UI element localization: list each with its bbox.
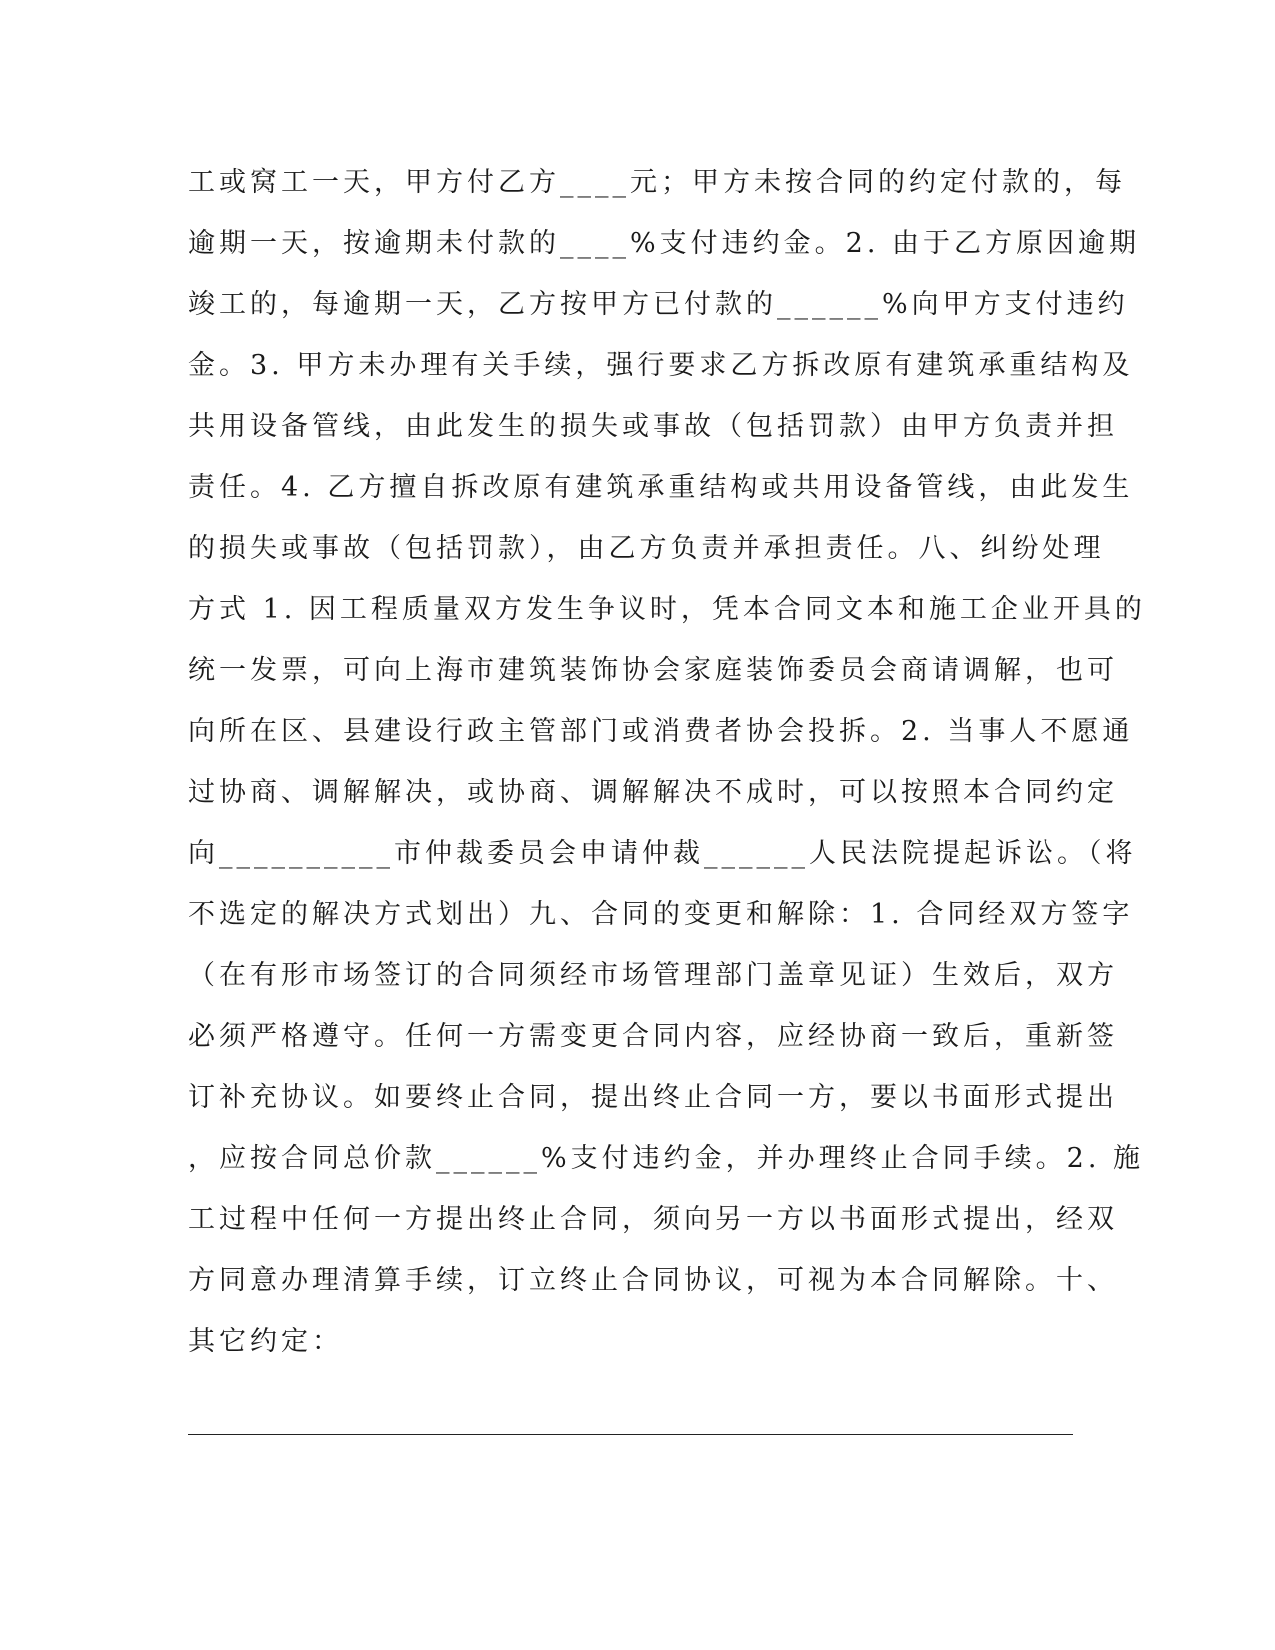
text-line: 责任。4. 乙方擅自拆改原有建筑承重结构或共用设备管线，由此发生 — [188, 472, 1134, 503]
text-line: ，应按合同总价款______%支付违约金，并办理终止合同手续。2. 施 — [188, 1143, 1144, 1174]
text-line: 向所在区、县建设行政主管部门或消费者协会投拆。2. 当事人不愿通 — [188, 716, 1134, 747]
text-line: 方同意办理清算手续，订立终止合同协议，可视为本合同解除。十、 — [188, 1265, 1118, 1296]
text-line: 的损失或事故（包括罚款），由乙方负责并承担责任。八、纠纷处理 — [188, 533, 1105, 564]
text-line: 共用设备管线，由此发生的损失或事故（包括罚款）由甲方负责并担 — [188, 411, 1118, 442]
text-line: 竣工的，每逾期一天，乙方按甲方已付款的______%向甲方支付违约 — [188, 289, 1129, 320]
text-line: 工过程中任何一方提出终止合同，须向另一方以书面形式提出，经双 — [188, 1204, 1118, 1235]
text-line: 必须严格遵守。任何一方需变更合同内容，应经协商一致后，重新签 — [188, 1021, 1118, 1052]
text-line: 订补充协议。如要终止合同，提出终止合同一方，要以书面形式提出 — [188, 1082, 1118, 1113]
text-line: 其它约定： — [188, 1326, 343, 1357]
contract-body — [188, 162, 1146, 1382]
text-line: 工或窝工一天，甲方付乙方____元；甲方未按合同的约定付款的，每 — [188, 167, 1126, 198]
text-line: 向__________市仲裁委员会申请仲裁______人民法院提起诉讼。（将 — [188, 838, 1137, 869]
text-line: 统一发票，可向上海市建筑装饰协会家庭装饰委员会商请调解，也可 — [188, 655, 1118, 686]
text-line: 金。3. 甲方未办理有关手续，强行要求乙方拆改原有建筑承重结构及 — [188, 350, 1134, 381]
text-line: （在有形市场签订的合同须经市场管理部门盖章见证）生效后，双方 — [188, 960, 1118, 991]
text-line: 逾期一天，按逾期未付款的____%支付违约金。2. 由于乙方原因逾期 — [188, 228, 1140, 259]
text-line: 方式 1. 因工程质量双方发生争议时，凭本合同文本和施工企业开具的 — [188, 594, 1146, 625]
text-line: 过协商、调解解决，或协商、调解解决不成时，可以按照本合同约定 — [188, 777, 1118, 808]
fill-in-blank-line — [188, 1434, 1073, 1435]
text-line: 不选定的解决方式划出）九、合同的变更和解除：1. 合同经双方签字 — [188, 899, 1134, 930]
